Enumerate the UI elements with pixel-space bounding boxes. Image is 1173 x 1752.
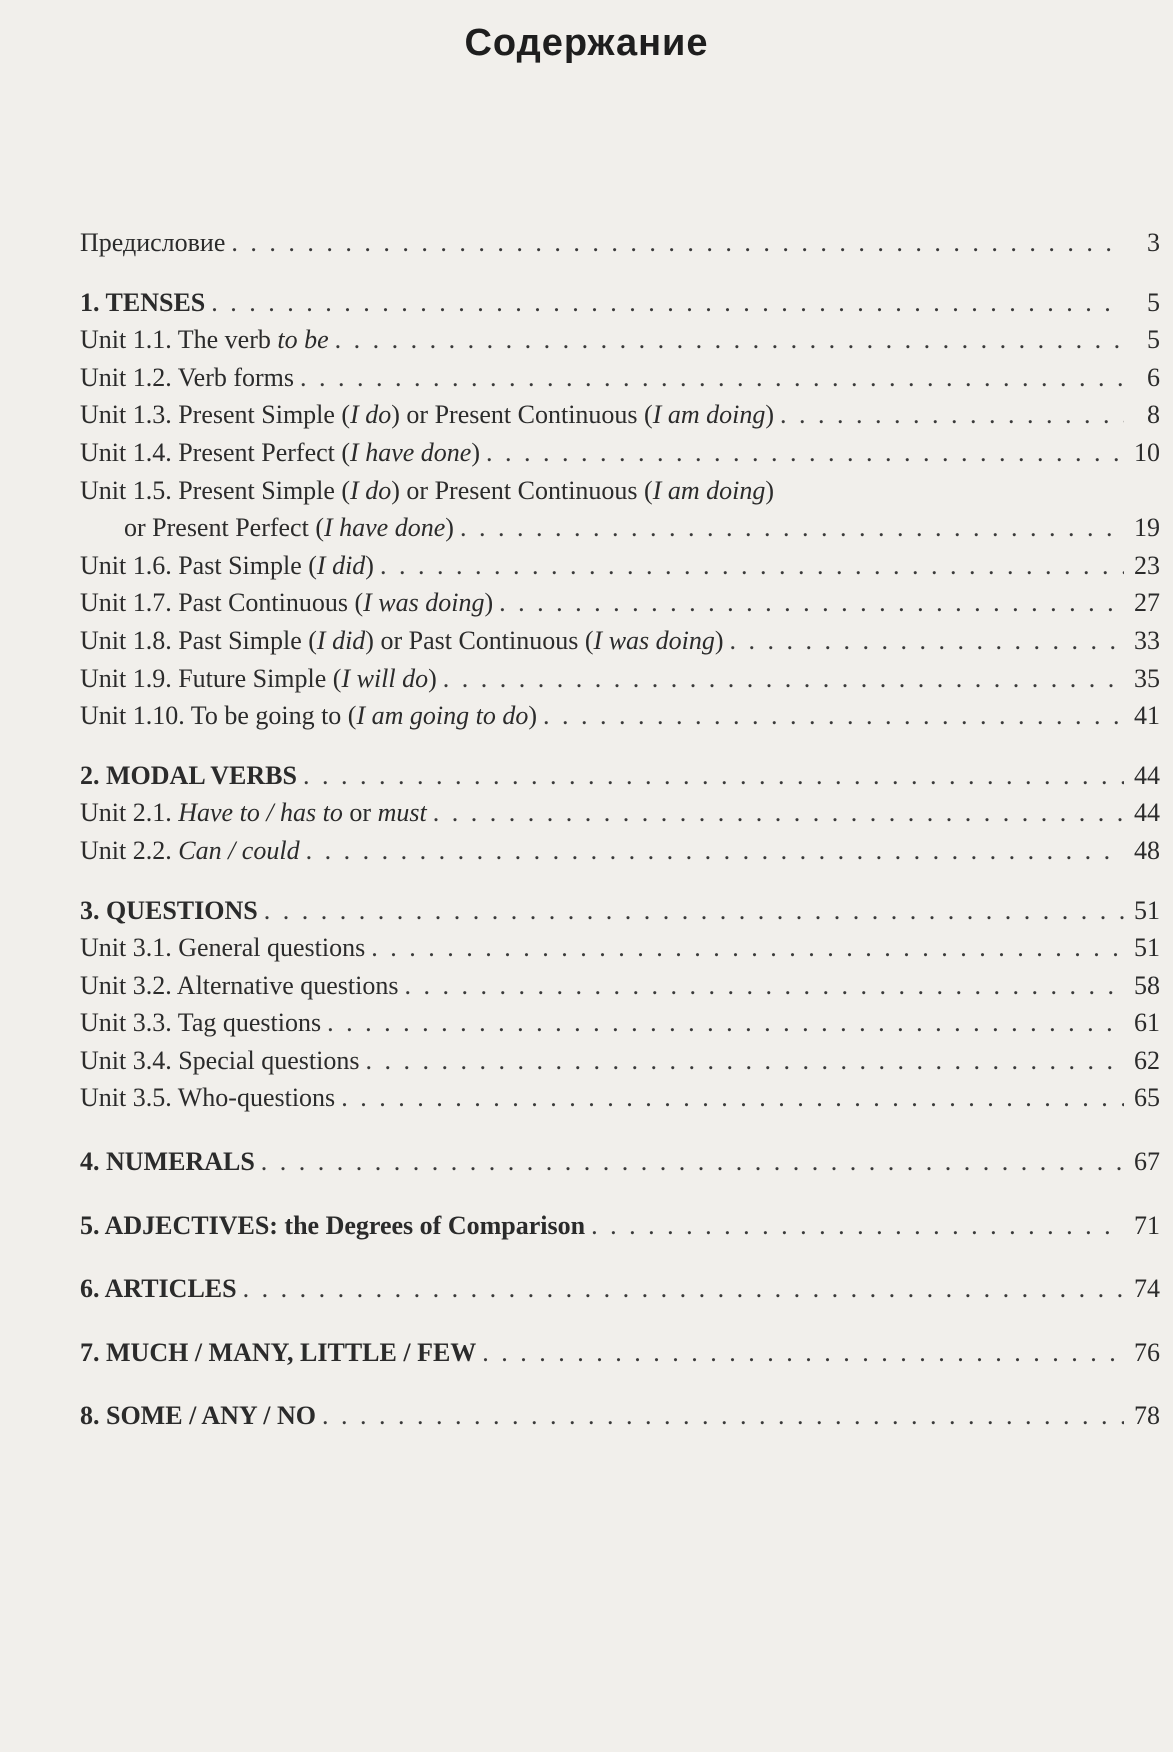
toc-entry[interactable]: [80, 476, 1160, 514]
toc-entry-label: [80, 1083, 335, 1113]
toc-entry[interactable]: [80, 836, 1160, 874]
toc-label-part: ): [445, 513, 454, 543]
toc-label-part: Unit 1.10. To be going to (: [80, 701, 357, 731]
toc-label-part: 1. TENSES: [80, 287, 206, 317]
page-number: 5: [1147, 325, 1160, 355]
toc-entry-label: [80, 476, 774, 506]
toc-entry-label: [80, 363, 294, 393]
toc-label-part: I was doing: [593, 625, 715, 655]
page-number: 35: [1134, 663, 1160, 693]
toc-entry[interactable]: [80, 626, 1160, 664]
page-number: 33: [1134, 625, 1160, 655]
toc-label-part: Unit 1.3. Present Simple (: [80, 400, 351, 430]
toc-entry-label: [80, 1338, 476, 1368]
toc-label-part: Unit 1.2. Verb forms: [80, 362, 295, 392]
page-number: 61: [1134, 1008, 1160, 1038]
dot-leader: [380, 551, 1124, 581]
toc-entry-label: [80, 701, 537, 731]
dot-leader: [730, 626, 1124, 656]
toc-entry-label: [80, 798, 427, 828]
toc-label-part: I will do: [341, 663, 429, 693]
page-number: 41: [1134, 701, 1160, 731]
dot-leader: [486, 438, 1124, 468]
page-number: 3: [1147, 228, 1160, 257]
dot-leader: [335, 325, 1124, 355]
toc-label-part: I do: [350, 475, 392, 505]
toc-entry[interactable]: [80, 363, 1160, 401]
toc-label-part: I am doing: [652, 475, 766, 505]
toc-label-part: Unit 1.9. Future Simple (: [80, 663, 342, 693]
toc-label-part: I did: [316, 625, 366, 655]
toc-section[interactable]: [80, 1211, 1160, 1249]
toc-label-part: to be: [277, 325, 329, 355]
toc-label-part: I am going to do: [356, 701, 529, 731]
toc-entry[interactable]: [80, 588, 1160, 626]
toc-label-part: I have done: [323, 513, 446, 543]
page-number: 58: [1134, 970, 1160, 1000]
toc-entry-label: [80, 438, 480, 468]
dot-leader: [243, 1274, 1124, 1304]
toc-label-part: Unit 3.2. Alternative questions: [80, 970, 399, 1000]
toc-section[interactable]: [80, 896, 1160, 934]
toc-entry-label: [80, 1211, 585, 1241]
toc-label-part: ): [765, 475, 775, 505]
dot-leader: [365, 1046, 1124, 1076]
toc-label-part: Unit 1.4. Present Perfect (: [80, 437, 351, 467]
toc-entry-label: [80, 551, 374, 581]
page-number: 6: [1147, 362, 1160, 392]
toc-entry-label: [80, 626, 724, 656]
toc-label-part: Unit 1.5. Present Simple (: [80, 475, 351, 505]
dot-leader: [322, 1401, 1124, 1431]
toc-entry[interactable]: [80, 971, 1160, 1009]
toc-section[interactable]: [80, 288, 1160, 326]
dot-leader: [404, 971, 1124, 1001]
page-number: 10: [1134, 437, 1160, 467]
toc-label-part: Unit 1.8. Past Simple (: [80, 625, 317, 655]
dot-leader: [264, 896, 1124, 926]
toc-entry-label: [80, 1008, 321, 1038]
page-number: 62: [1134, 1045, 1160, 1075]
dot-leader: [591, 1211, 1124, 1241]
toc-label-part: ): [484, 588, 494, 618]
toc-label-part: 5. ADJECTIVES: the Degrees of Comparison: [80, 1210, 586, 1240]
page-number: 23: [1134, 550, 1160, 580]
toc-section[interactable]: [80, 1147, 1160, 1185]
toc-entry-label: [80, 836, 300, 866]
dot-leader: [327, 1008, 1124, 1038]
toc-label-part: Can / could: [178, 835, 300, 865]
page-number: 51: [1134, 895, 1160, 925]
toc-entry[interactable]: [80, 438, 1160, 476]
page-number: 78: [1134, 1401, 1160, 1431]
toc-section[interactable]: [80, 1274, 1160, 1312]
toc-label-part: ): [365, 550, 374, 580]
dot-leader: [482, 1338, 1124, 1368]
toc-entry[interactable]: [80, 400, 1160, 438]
page-number: 5: [1147, 287, 1160, 317]
toc-label-part: Unit 1.7. Past Continuous (: [80, 588, 364, 618]
toc-label-part: or: [342, 798, 378, 828]
toc-entry-label: [80, 971, 398, 1001]
toc-label-part: 6. ARTICLES: [80, 1274, 237, 1304]
toc-label-part: ) or Present Continuous (: [391, 400, 653, 430]
page-title: Содержание: [464, 22, 709, 64]
toc-label-part: Unit 3.5. Who-questions: [80, 1083, 336, 1113]
toc-label-part: ) or Present Continuous (: [391, 475, 653, 505]
dot-leader: [543, 701, 1124, 731]
dot-leader: [341, 1083, 1124, 1113]
toc-label-part: ): [428, 663, 437, 693]
toc-entry-label: [80, 933, 365, 963]
toc-entry-label: [80, 400, 774, 430]
toc-label-part: Have to / has to: [178, 798, 343, 828]
dot-leader: [300, 363, 1124, 393]
toc-entry[interactable]: [80, 798, 1160, 836]
page-number: 67: [1134, 1147, 1160, 1177]
toc-section[interactable]: [80, 1401, 1160, 1439]
toc-entry-label: [80, 1274, 237, 1304]
dot-leader: [211, 288, 1124, 318]
dot-leader: [433, 798, 1124, 828]
toc-entry-label: [80, 588, 493, 618]
toc-entry-label: [124, 513, 454, 543]
toc-section[interactable]: [80, 1338, 1160, 1376]
page-number: 8: [1147, 400, 1160, 430]
page-number: 48: [1134, 835, 1160, 865]
toc-label-part: ): [471, 437, 480, 467]
toc-label-part: 8. SOME / ANY / NO: [80, 1401, 316, 1431]
toc-entry[interactable]: [80, 701, 1160, 739]
page-number: 51: [1134, 933, 1160, 963]
toc-entry-label: [80, 325, 329, 355]
toc-entry[interactable]: [80, 325, 1160, 363]
toc-entry-label: [80, 1401, 316, 1431]
toc-label-part: Unit 3.1. General questions: [80, 933, 366, 963]
dot-leader: [371, 933, 1124, 963]
dot-leader: [499, 588, 1124, 618]
page-number: 74: [1134, 1274, 1160, 1304]
toc-label-part: I have done: [350, 437, 472, 467]
dot-leader: [261, 1147, 1124, 1177]
toc-entry-label: [80, 228, 225, 258]
toc-entry[interactable]: [80, 513, 1160, 551]
dot-leader: [303, 761, 1124, 791]
dot-leader: [306, 836, 1124, 866]
toc-label-part: Unit 3.4. Special questions: [80, 1045, 360, 1075]
toc-entry-label: [80, 1147, 255, 1177]
dot-leader: [780, 400, 1124, 430]
toc-entry-label: [80, 896, 258, 926]
toc-entry[interactable]: [80, 664, 1160, 702]
dot-leader: [443, 664, 1124, 694]
toc-entry[interactable]: [80, 551, 1160, 589]
toc-label-part: or Present Perfect (: [124, 513, 324, 543]
toc-entry[interactable]: [80, 1083, 1160, 1121]
toc-entry[interactable]: [80, 1046, 1160, 1084]
toc-label-part: ): [714, 625, 724, 655]
page-number: 76: [1134, 1337, 1160, 1367]
toc-label-part: Unit 2.2.: [80, 835, 179, 865]
toc-label-part: 3. QUESTIONS: [80, 895, 258, 925]
toc-label-part: must: [377, 798, 427, 828]
toc-entry-label: [80, 1046, 359, 1076]
toc-label-part: Unit 3.3. Tag questions: [80, 1008, 322, 1038]
page-number: 71: [1134, 1210, 1160, 1240]
toc-label-part: I am doing: [652, 400, 766, 430]
page-number: 65: [1134, 1083, 1160, 1113]
toc-label-part: I did: [316, 550, 366, 580]
page-number: 27: [1134, 588, 1160, 618]
toc-entry-label: [80, 288, 205, 318]
toc-label-part: Предисловие: [80, 228, 226, 257]
dot-leader: [460, 513, 1124, 543]
toc-label-part: 4. NUMERALS: [80, 1147, 255, 1177]
toc-label-part: Unit 2.1.: [80, 798, 179, 828]
toc-entry-label: [80, 761, 297, 791]
toc-label-part: ): [528, 701, 538, 731]
toc-label-part: ): [765, 400, 775, 430]
toc-label-part: Unit 1.6. Past Simple (: [80, 550, 317, 580]
table-of-contents: [80, 228, 1160, 1439]
toc-entry[interactable]: [80, 933, 1160, 971]
toc-entry[interactable]: [80, 228, 1160, 266]
toc-entry-label: [80, 664, 437, 694]
toc-label-part: 2. MODAL VERBS: [80, 760, 297, 790]
toc-label-part: ) or Past Continuous (: [365, 625, 594, 655]
page-number: 44: [1134, 798, 1160, 828]
page-number: 19: [1134, 513, 1160, 543]
toc-section[interactable]: [80, 761, 1160, 799]
dot-leader: [231, 228, 1124, 258]
toc-label-part: I was doing: [363, 588, 485, 618]
toc-entry[interactable]: [80, 1008, 1160, 1046]
page-number: 44: [1134, 760, 1160, 790]
toc-label-part: Unit 1.1. The verb: [80, 325, 278, 355]
toc-label-part: 7. MUCH / MANY, LITTLE / FEW: [80, 1337, 477, 1367]
toc-label-part: I do: [350, 400, 392, 430]
